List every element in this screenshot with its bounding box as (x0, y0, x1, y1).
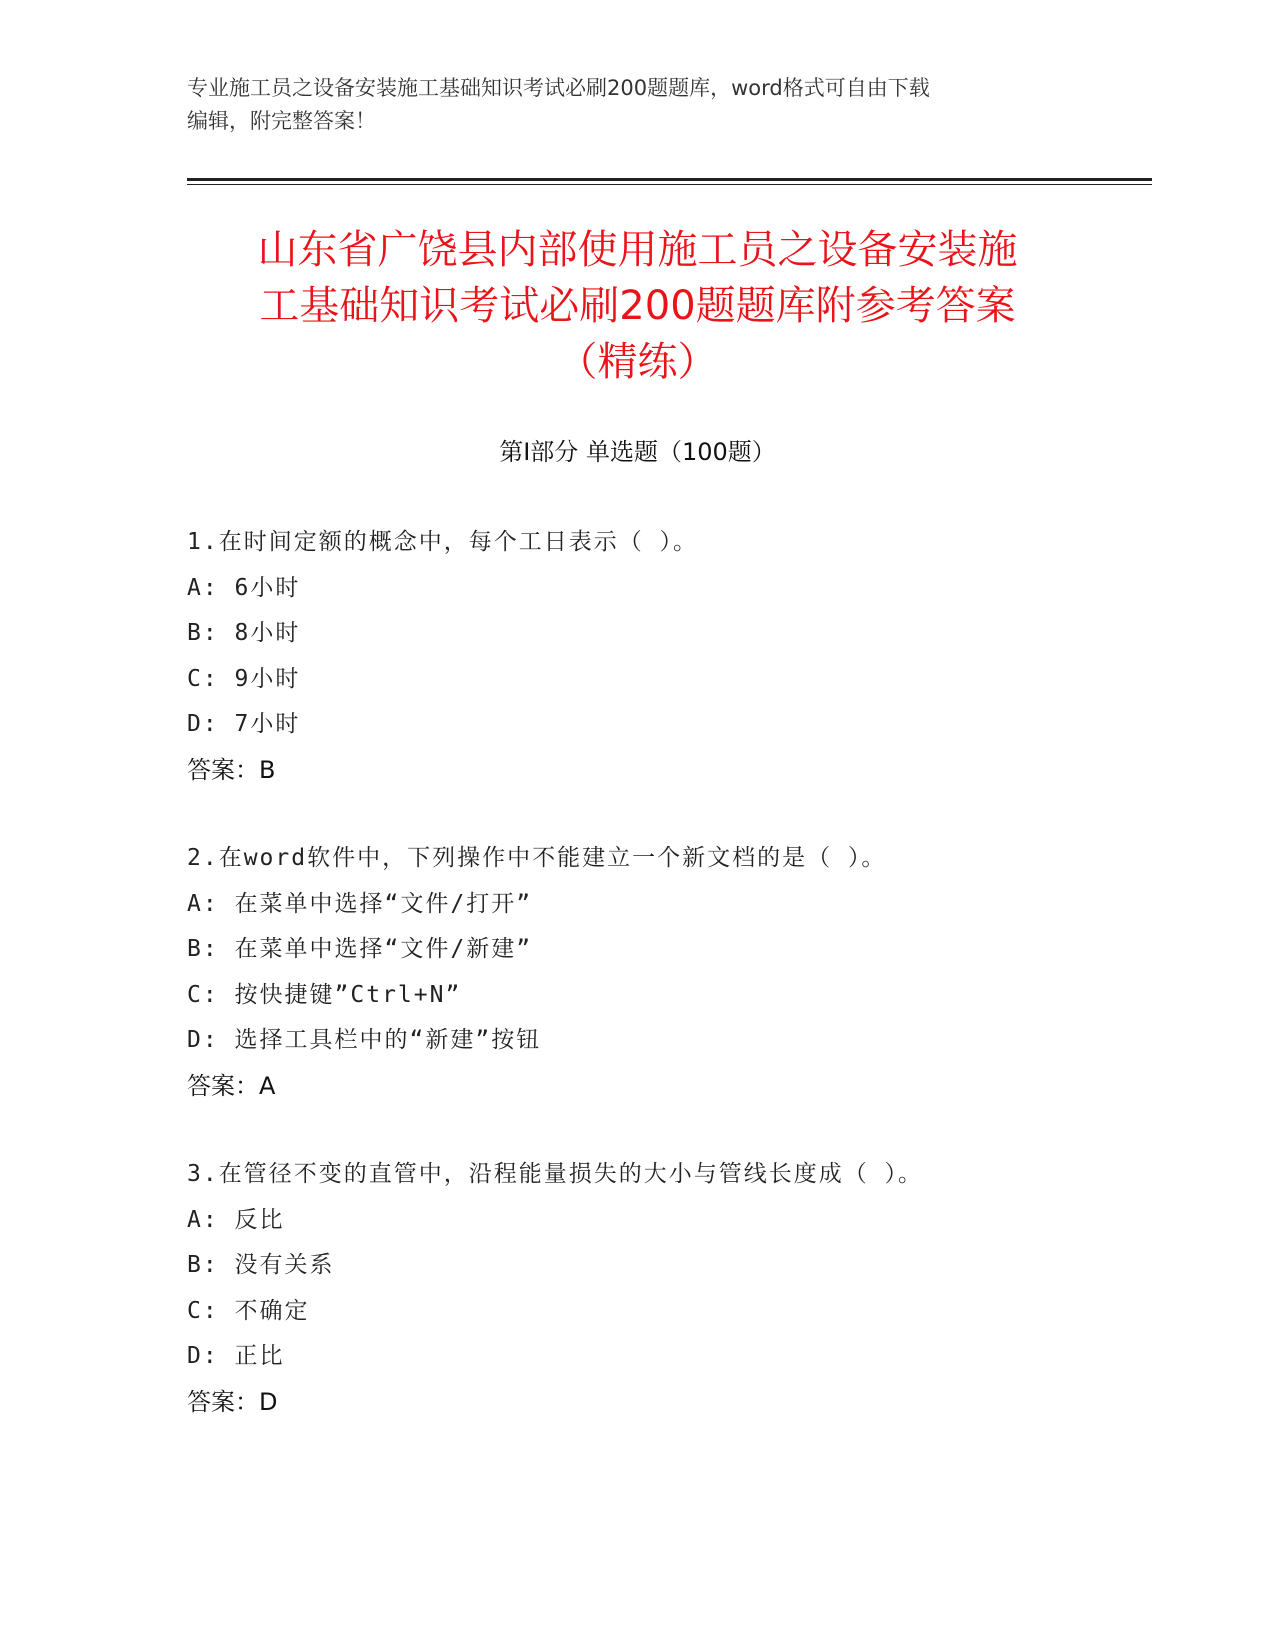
option-c: C: 不确定 (187, 1297, 310, 1324)
question-text: 3.在管径不变的直管中，沿程能量损失的大小与管线长度成（ ）。 (187, 1161, 924, 1187)
question-3 (187, 1152, 1147, 1425)
option-b: B: 没有关系 (187, 1252, 335, 1278)
question-text: 2.在word软件中，下列操作中不能建立一个新文档的是（ ）。 (187, 845, 887, 871)
option-d: D: 选择工具栏中的“新建”按钮 (187, 1027, 542, 1053)
document-title-line-2: 工基础知识考试必刷200题题库附参考答案 (259, 283, 1016, 329)
question-2 (187, 836, 1147, 1109)
answer: 答案：A (187, 1071, 276, 1100)
header-note-line-1: 专业施工员之设备安装施工基础知识考试必刷200题题库，word格式可自由下载 (187, 76, 930, 100)
option-a: A: 反比 (187, 1206, 285, 1233)
option-c: C: 按快捷键”Ctrl+N” (187, 981, 462, 1008)
document-title-line-1: 山东省广饶县内部使用施工员之设备安装施 (257, 227, 1018, 273)
option-c: C: 9小时 (187, 665, 301, 692)
option-b: B: 在菜单中选择“文件/新建” (187, 936, 533, 962)
document-title-line-3: （精练） (557, 339, 718, 385)
answer: 答案：B (187, 755, 276, 784)
option-a: A: 6小时 (187, 574, 301, 601)
header-divider-thin (187, 184, 1152, 185)
header-note-line-2: 编辑，附完整答案！ (187, 109, 376, 133)
question-list (187, 520, 1147, 1468)
answer: 答案：D (187, 1387, 278, 1416)
question-text: 1.在时间定额的概念中，每个工日表示（ ）。 (187, 529, 699, 555)
option-d: D: 正比 (187, 1343, 285, 1369)
option-b: B: 8小时 (187, 620, 301, 646)
option-a: A: 在菜单中选择“文件/打开” (187, 890, 533, 917)
option-d: D: 7小时 (187, 711, 301, 737)
header-note (187, 72, 1067, 138)
question-1 (187, 520, 1147, 793)
document-title (150, 222, 1125, 390)
header-divider-thick (187, 178, 1152, 181)
section-title: 第Ⅰ部分 单选题（100题） (499, 438, 776, 466)
